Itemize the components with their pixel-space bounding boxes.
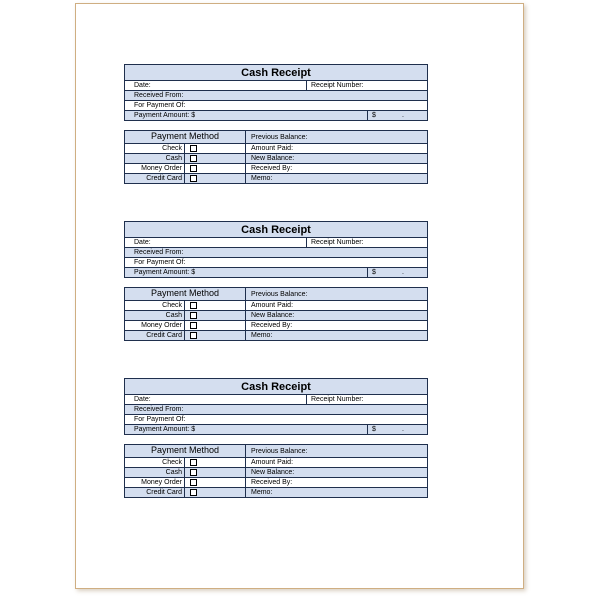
cash-checkbox[interactable] bbox=[190, 312, 197, 319]
method-row-cash: Cash New Balance: bbox=[125, 153, 427, 163]
receipt-number-field[interactable]: Receipt Number: bbox=[311, 396, 364, 403]
cash-receipt-2 bbox=[124, 221, 428, 341]
date-row bbox=[125, 237, 427, 247]
cash-checkbox[interactable] bbox=[190, 155, 197, 162]
check-checkbox[interactable] bbox=[190, 145, 197, 152]
payment-amount-row bbox=[125, 424, 427, 434]
previous-balance-field[interactable]: Previous Balance: bbox=[251, 447, 308, 455]
payment-method-header-row bbox=[125, 288, 427, 300]
receipt-number-field[interactable]: Receipt Number: bbox=[311, 82, 364, 89]
payment-amount-field[interactable]: Payment Amount: $ bbox=[125, 268, 368, 277]
date-row bbox=[125, 394, 427, 404]
new-balance-field[interactable]: New Balance: bbox=[251, 312, 295, 319]
credit-card-checkbox[interactable] bbox=[190, 332, 197, 339]
date-field[interactable]: Date: bbox=[125, 395, 307, 404]
payment-method-section bbox=[124, 287, 428, 341]
method-row-cash: Cash New Balance: bbox=[125, 310, 427, 320]
amount-paid-field[interactable]: Amount Paid: bbox=[251, 302, 294, 309]
received-by-field[interactable]: Received By: bbox=[251, 165, 293, 172]
method-row-check: Check Amount Paid: bbox=[125, 143, 427, 153]
payment-amount-dollars[interactable]: $ . bbox=[372, 112, 404, 119]
date-field[interactable]: Date: bbox=[125, 81, 307, 90]
money-order-checkbox[interactable] bbox=[190, 322, 197, 329]
payment-method-header-row bbox=[125, 445, 427, 457]
money-order-checkbox[interactable] bbox=[190, 165, 197, 172]
payment-method-heading: Payment Method bbox=[125, 288, 246, 300]
amount-paid-field[interactable]: Amount Paid: bbox=[251, 145, 294, 152]
received-from-field[interactable]: Received From: bbox=[125, 404, 427, 414]
method-row-credit-card: Credit Card Memo: bbox=[125, 330, 427, 340]
credit-card-checkbox[interactable] bbox=[190, 489, 197, 496]
receipt-header-section bbox=[124, 64, 428, 121]
cash-receipt-3 bbox=[124, 378, 428, 498]
receipt-header-section bbox=[124, 378, 428, 435]
received-from-field[interactable]: Received From: bbox=[125, 90, 427, 100]
payment-method-header-row bbox=[125, 131, 427, 143]
payment-amount-row bbox=[125, 267, 427, 277]
check-checkbox[interactable] bbox=[190, 302, 197, 309]
check-checkbox[interactable] bbox=[190, 459, 197, 466]
method-row-credit-card: Credit Card Memo: bbox=[125, 173, 427, 183]
receipt-number-field[interactable]: Receipt Number: bbox=[311, 239, 364, 246]
method-row-check: Check Amount Paid: bbox=[125, 457, 427, 467]
receipt-title: Cash Receipt bbox=[125, 222, 427, 237]
new-balance-field[interactable]: New Balance: bbox=[251, 155, 295, 162]
method-row-money-order: Money Order Received By: bbox=[125, 477, 427, 487]
received-by-field[interactable]: Received By: bbox=[251, 479, 293, 486]
previous-balance-field[interactable]: Previous Balance: bbox=[251, 290, 308, 298]
memo-field[interactable]: Memo: bbox=[251, 489, 273, 496]
payment-amount-dollars[interactable]: $ . bbox=[372, 269, 404, 276]
method-row-credit-card: Credit Card Memo: bbox=[125, 487, 427, 497]
receipt-header-section bbox=[124, 221, 428, 278]
previous-balance-field[interactable]: Previous Balance: bbox=[251, 133, 308, 141]
memo-field[interactable]: Memo: bbox=[251, 175, 273, 182]
payment-amount-field[interactable]: Payment Amount: $ bbox=[125, 111, 368, 120]
receipt-title: Cash Receipt bbox=[125, 379, 427, 394]
received-from-field[interactable]: Received From: bbox=[125, 247, 427, 257]
date-field[interactable]: Date: bbox=[125, 238, 307, 247]
receipt-title: Cash Receipt bbox=[125, 65, 427, 80]
money-order-checkbox[interactable] bbox=[190, 479, 197, 486]
payment-amount-row bbox=[125, 110, 427, 120]
for-payment-of-field[interactable]: For Payment Of: bbox=[125, 414, 427, 424]
payment-method-section bbox=[124, 130, 428, 184]
new-balance-field[interactable]: New Balance: bbox=[251, 469, 295, 476]
amount-paid-field[interactable]: Amount Paid: bbox=[251, 459, 294, 466]
cash-checkbox[interactable] bbox=[190, 469, 197, 476]
payment-method-heading: Payment Method bbox=[125, 131, 246, 143]
document-page bbox=[75, 3, 524, 589]
payment-amount-field[interactable]: Payment Amount: $ bbox=[125, 425, 368, 434]
method-row-money-order: Money Order Received By: bbox=[125, 163, 427, 173]
payment-method-section bbox=[124, 444, 428, 498]
payment-amount-dollars[interactable]: $ . bbox=[372, 426, 404, 433]
method-row-cash: Cash New Balance: bbox=[125, 467, 427, 477]
cash-receipt-1 bbox=[124, 64, 428, 184]
payment-method-heading: Payment Method bbox=[125, 445, 246, 457]
for-payment-of-field[interactable]: For Payment Of: bbox=[125, 257, 427, 267]
credit-card-checkbox[interactable] bbox=[190, 175, 197, 182]
method-row-money-order: Money Order Received By: bbox=[125, 320, 427, 330]
received-by-field[interactable]: Received By: bbox=[251, 322, 293, 329]
memo-field[interactable]: Memo: bbox=[251, 332, 273, 339]
method-row-check: Check Amount Paid: bbox=[125, 300, 427, 310]
date-row bbox=[125, 80, 427, 90]
for-payment-of-field[interactable]: For Payment Of: bbox=[125, 100, 427, 110]
